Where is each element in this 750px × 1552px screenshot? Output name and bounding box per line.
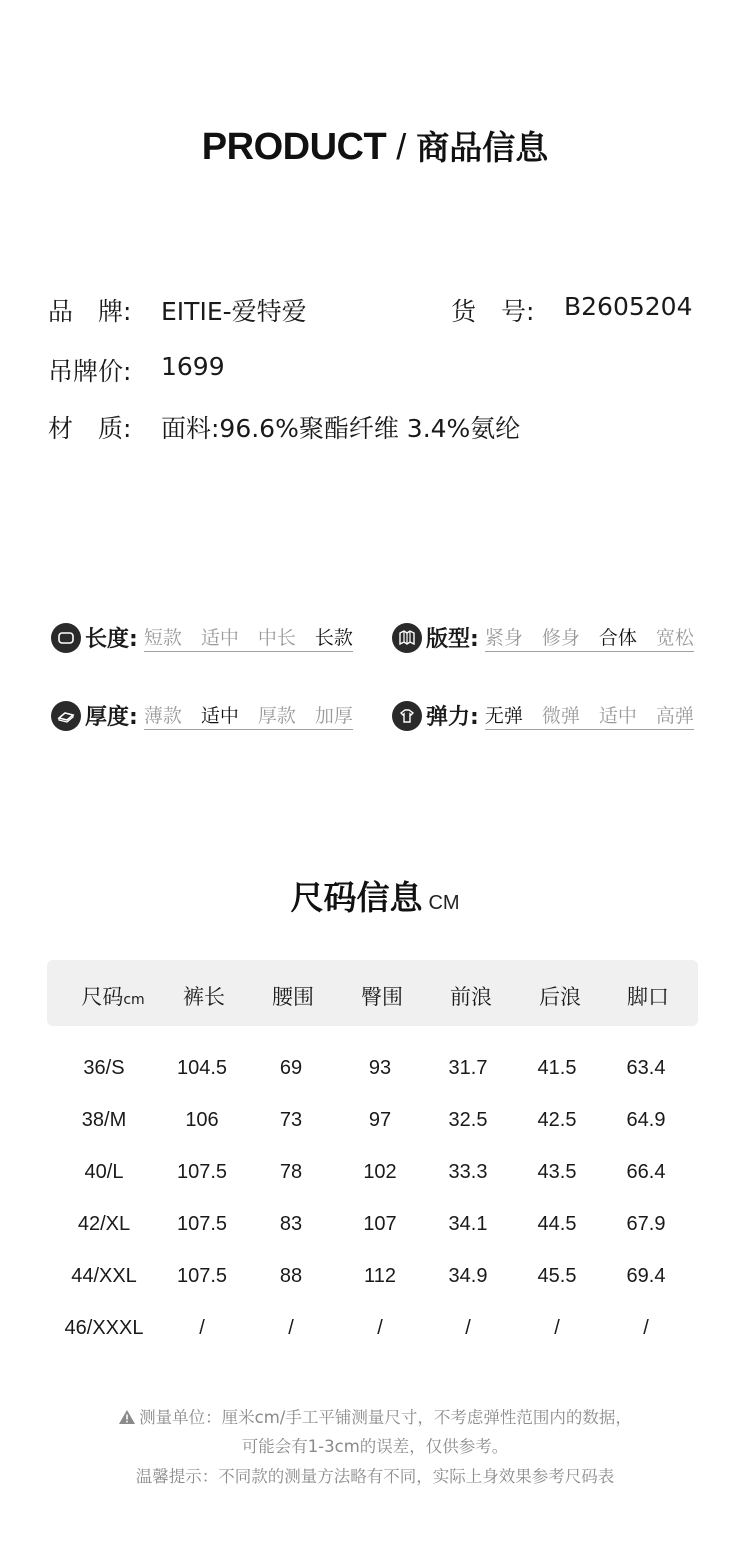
attr-length-label: 长度: — [85, 627, 138, 652]
size-table-header-cell: 后浪 — [539, 985, 581, 1009]
attr-option: 宽松 — [655, 627, 694, 649]
size-table-cell: 107.5 — [176, 1161, 228, 1183]
note-line-2: 可能会有1-3cm的误差，仅供参考。 — [241, 1437, 509, 1456]
size-table-cell: 31.7 — [448, 1057, 488, 1079]
size-table-cell: 107 — [363, 1213, 397, 1235]
attr-option: 修身 — [541, 627, 580, 649]
size-table-cell: 44.5 — [537, 1213, 577, 1235]
brand-value: EITIE-爱特爱 — [161, 297, 307, 326]
size-table-cell: 83 — [279, 1213, 303, 1235]
size-table-header-cell: 尺码cm — [81, 985, 145, 1009]
thickness-icon — [51, 701, 81, 731]
size-table-cell: 104.5 — [176, 1057, 228, 1079]
size-row-label: 36/S — [83, 1057, 125, 1079]
size-table-cell: 106 — [185, 1109, 219, 1131]
attr-option: 适中 — [598, 705, 637, 727]
attr-thickness-label: 厚度: — [85, 705, 138, 730]
attr-option: 薄款 — [143, 705, 182, 727]
size-table-cell: 112 — [364, 1265, 396, 1287]
attr-length-options — [144, 623, 353, 652]
attr-option: 紧身 — [484, 627, 523, 649]
size-row-label: 44/XXL — [71, 1265, 137, 1287]
sku-value: B2605204 — [564, 292, 693, 321]
size-table-cell: 97 — [368, 1109, 392, 1131]
size-table-cell: 64.9 — [626, 1109, 666, 1131]
material-label: 材 质: — [48, 414, 132, 443]
size-table-header-cell: 脚口 — [627, 985, 669, 1009]
fit-icon — [392, 623, 422, 653]
price-value: 1699 — [161, 352, 225, 381]
attr-option-selected: 适中 — [200, 705, 239, 727]
size-table-cell: 33.3 — [448, 1161, 488, 1183]
header-unit: cm — [123, 992, 145, 1008]
size-table-cell: / — [377, 1317, 383, 1339]
note-text-1: 测量单位：厘米cm/手工平铺测量尺寸，不考虑弹性范围内的数据， — [139, 1408, 632, 1427]
size-table-header-cell: 臀围 — [361, 985, 403, 1009]
size-table-cell: 69.4 — [626, 1265, 666, 1287]
attr-option: 微弹 — [541, 705, 580, 727]
size-table-cell: 107.5 — [176, 1213, 228, 1235]
size-unit: CM — [428, 892, 460, 914]
attr-option: 适中 — [200, 627, 239, 649]
attr-fit — [392, 622, 694, 653]
size-table-cell: 78 — [279, 1161, 303, 1183]
page-header — [0, 122, 750, 169]
size-table-cell: 67.9 — [626, 1213, 666, 1235]
elasticity-icon — [392, 701, 422, 731]
size-section-title — [0, 872, 750, 919]
size-table-cell: 41.5 — [537, 1057, 577, 1079]
size-table-cell: 32.5 — [448, 1109, 488, 1131]
price-label: 吊牌价: — [48, 357, 132, 386]
attr-option: 短款 — [143, 627, 182, 649]
attr-option: 厚款 — [257, 705, 296, 727]
attr-option: 中长 — [257, 627, 296, 649]
header-title-cn: 商品信息 — [416, 128, 549, 167]
attr-option-selected: 长款 — [314, 627, 353, 649]
size-row-label: 46/XXXL — [64, 1317, 144, 1339]
attr-option: 加厚 — [314, 705, 353, 727]
attr-option-selected: 无弹 — [484, 705, 523, 727]
size-table-cell: / — [199, 1317, 205, 1339]
attr-length — [51, 622, 353, 653]
size-table-cell: / — [554, 1317, 560, 1339]
size-row-label: 40/L — [84, 1161, 124, 1183]
size-table-cell: 73 — [279, 1109, 303, 1131]
size-table-cell: / — [288, 1317, 294, 1339]
size-table-cell: / — [643, 1317, 649, 1339]
length-icon — [51, 623, 81, 653]
size-table-header-cell: 前浪 — [450, 985, 492, 1009]
size-table-header-cell: 裤长 — [183, 985, 225, 1009]
size-table-cell: 66.4 — [626, 1161, 666, 1183]
size-table-cell: 34.1 — [448, 1213, 488, 1235]
attr-thickness-options — [144, 701, 353, 730]
header-title-en: PRODUCT — [201, 126, 387, 168]
warning-icon — [118, 1409, 136, 1425]
size-row-label: 42/XL — [77, 1213, 131, 1235]
size-table-header — [47, 960, 698, 1026]
attr-fit-options — [485, 623, 694, 652]
note-line-1 — [0, 1404, 750, 1428]
attr-option-selected: 合体 — [598, 627, 637, 649]
size-table-cell: 102 — [363, 1161, 397, 1183]
size-table-cell: 69 — [279, 1057, 303, 1079]
attr-elasticity-label: 弹力: — [426, 705, 479, 730]
size-table-cell: 107.5 — [176, 1265, 228, 1287]
sku-label: 货 号: — [451, 297, 535, 326]
size-table-cell: 43.5 — [537, 1161, 577, 1183]
note-line-3: 温馨提示：不同款的测量方法略有不同，实际上身效果参考尺码表 — [135, 1467, 615, 1486]
attr-elasticity — [392, 700, 694, 731]
brand-label: 品 牌: — [48, 297, 132, 326]
attr-fit-label: 版型: — [426, 627, 479, 652]
size-table-cell: 93 — [368, 1057, 392, 1079]
size-table-header-cell: 腰围 — [272, 985, 314, 1009]
size-table-cell: 88 — [279, 1265, 303, 1287]
size-row-label: 38/M — [81, 1109, 127, 1131]
size-title: 尺码信息 — [290, 878, 423, 917]
size-table-cell: 34.9 — [448, 1265, 488, 1287]
attr-elasticity-options — [485, 701, 694, 730]
material-value: 面料:96.6%聚酯纤维 3.4%氨纶 — [161, 414, 521, 443]
attr-thickness — [51, 700, 353, 731]
size-table-cell: / — [465, 1317, 471, 1339]
size-table-cell: 45.5 — [537, 1265, 577, 1287]
size-table-cell: 63.4 — [626, 1057, 666, 1079]
attr-option: 高弹 — [655, 705, 694, 727]
header-separator: / — [396, 126, 407, 167]
size-table-cell: 42.5 — [537, 1109, 577, 1131]
